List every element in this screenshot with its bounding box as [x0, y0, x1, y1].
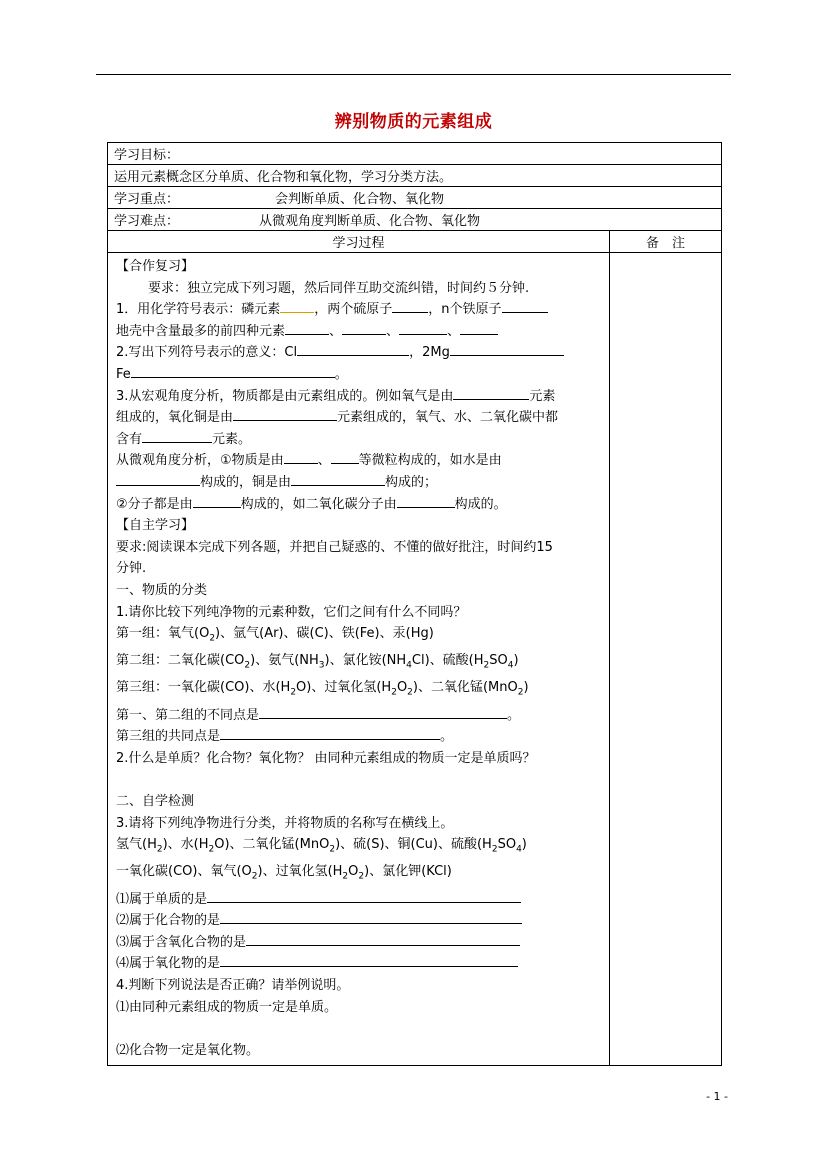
- answer-blank[interactable]: [280, 299, 314, 313]
- row-headers: [108, 231, 722, 253]
- answer-blank[interactable]: [259, 705, 507, 719]
- classify-oxygen-compounds: ⑶属于含氧化合物的是: [116, 932, 603, 954]
- page-title: 辨别物质的元素组成: [334, 112, 493, 132]
- answer-blank[interactable]: [342, 321, 386, 335]
- row-difficulty: [108, 209, 722, 231]
- sec1-title: 【合作复习】: [116, 259, 195, 274]
- judge-statement-1: ⑴由同种元素组成的物质一定是单质。: [116, 999, 338, 1015]
- page-number: - 1 -: [706, 1090, 728, 1103]
- goal-text: 运用元素概念区分单质、化合物和氧化物，学习分类方法。: [108, 165, 722, 187]
- substance-list-1: 氢气$(H_2)$、水$(H_2O)$、二氧化锰(MnO$_2$)、硫(S)、铜(Cu)、硫酸$(H_2SO_4)$: [116, 837, 527, 855]
- answer-blank[interactable]: [392, 299, 428, 313]
- goal-label: 学习目标：: [108, 143, 722, 165]
- classify-oxides: ⑷属于氧化物的是: [116, 953, 603, 975]
- notes-column[interactable]: [610, 253, 722, 1066]
- part1-question-1: 1.请你比较下列纯净物的元素种数，它们之间有什么不同吗？: [116, 604, 467, 620]
- part1-question-2: 2.什么是单质？化合物？氧化物？ 由同种元素组成的物质一定是单质吗？: [116, 750, 536, 766]
- difficulty-text: 从微观角度判断单质、化合物、氧化物: [259, 214, 481, 229]
- group-1: 第一组：氧气$(O_2)$、氩气(Ar)、碳(C)、铁(Fe)、汞(Hg): [116, 626, 434, 644]
- question-1: 1．用化学符号表示：磷元素 ，两个硫原子 ，n个铁原子: [116, 299, 603, 321]
- process-content: [108, 253, 610, 1066]
- question-3: 3.从宏观角度分析，物质都是由元素组成的。例如氧气是由 元素: [116, 386, 603, 408]
- focus-text: 会判断单质、化合物、氧化物: [275, 192, 445, 207]
- answer-blank[interactable]: [284, 450, 318, 464]
- judge-statement-2: ⑵化合物一定是氧化物。: [116, 1042, 260, 1058]
- classify-compounds: ⑵属于化合物的是: [116, 910, 603, 932]
- group-3: 第三组：一氧化碳(CO)、水$(H_2O)$、过氧化氢$(H_2O_2)$、二氧化锰(MnO$_2$): [116, 680, 529, 699]
- answer-blank[interactable]: [460, 321, 498, 335]
- answer-blank[interactable]: [193, 494, 241, 508]
- part2-question-4: 4.判断下列说法是否正确？请举例说明。: [116, 977, 350, 993]
- row-body: [108, 253, 722, 1066]
- row-goal-text: [108, 165, 722, 187]
- notes-header: 备 注: [610, 231, 722, 253]
- answer-blank[interactable]: [246, 932, 520, 946]
- study-sheet-table: [107, 142, 722, 1066]
- focus-label: 学习重点：: [114, 192, 180, 207]
- question-3-cont: 组成的，氧化铜是由 元素组成的，氧气、水、二氧化碳中都: [116, 407, 603, 429]
- common-question: 第三组的共同点是 。: [116, 726, 603, 748]
- answer-blank[interactable]: [453, 386, 529, 400]
- group-2: 第二组：二氧化碳$(CO_2)$、氨气$(NH_3)$、氯化铵$(NH_4Cl)$、硫酸$(H_2SO_4)$: [116, 653, 519, 671]
- row-goal-label: [108, 143, 722, 165]
- answer-blank[interactable]: [220, 726, 440, 740]
- difficulty-label: 学习难点：: [114, 214, 180, 229]
- answer-blank[interactable]: [285, 321, 329, 335]
- answer-blank[interactable]: [397, 494, 455, 508]
- question-3-end: 含有 元素。: [116, 429, 603, 451]
- answer-blank[interactable]: [331, 450, 359, 464]
- answer-blank[interactable]: [297, 342, 409, 356]
- question-micro-cont: 构成的，铜是由 构成的；: [116, 472, 603, 494]
- answer-blank[interactable]: [291, 472, 385, 486]
- answer-blank[interactable]: [220, 910, 522, 924]
- sec2-title: 【自主学习】: [116, 518, 195, 534]
- substance-list-2: 一氧化碳(CO)、氧气$(O_2)$、过氧化氢$(H_2O_2)$、氯化钾(KCl): [116, 864, 452, 882]
- question-molecule: ②分子都是由 构成的，如二氧化碳分子由 构成的。: [116, 494, 603, 516]
- answer-blank[interactable]: [207, 889, 521, 903]
- header-rule: [96, 74, 731, 75]
- question-2: 2.写出下列符号表示的意义：Cl ，2Mg: [116, 342, 603, 364]
- part2-question-3: 3.请将下列纯净物进行分类，并将物质的名称写在横线上。: [116, 815, 454, 831]
- part2-title: 二、自学检测: [116, 794, 195, 810]
- answer-blank[interactable]: [220, 953, 518, 967]
- answer-blank[interactable]: [233, 407, 337, 421]
- spacer: [116, 769, 603, 791]
- spacer: [116, 1018, 603, 1040]
- answer-blank[interactable]: [399, 321, 447, 335]
- row-focus: [108, 187, 722, 209]
- answer-blank[interactable]: [502, 299, 548, 313]
- part1-title: 一、物质的分类: [116, 582, 208, 598]
- difference-question: 第一、第二组的不同点是 。: [116, 705, 603, 727]
- answer-blank[interactable]: [131, 364, 335, 378]
- answer-blank[interactable]: [142, 429, 212, 443]
- sec2-requirement: 要求:阅读课本完成下列各题，并把自己疑惑的、不懂的做好批注，时间约15: [116, 539, 553, 555]
- question-2-fe: Fe 。: [116, 364, 603, 386]
- sec1-requirement: 要求：独立完成下列习题，然后同伴互助交流纠错，时间约５分钟.: [148, 280, 530, 296]
- question-micro: 从微观角度分析，①物质是由 、 等微粒构成的，如水是由: [116, 450, 603, 472]
- question-1-elements: 地壳中含量最多的前四种元素 、 、 、: [116, 321, 603, 343]
- process-header: 学习过程: [108, 231, 610, 253]
- answer-blank[interactable]: [450, 342, 564, 356]
- classify-elements: ⑴属于单质的是: [116, 889, 603, 911]
- sec2-requirement-cont: 分钟.: [116, 561, 147, 577]
- answer-blank[interactable]: [116, 472, 200, 486]
